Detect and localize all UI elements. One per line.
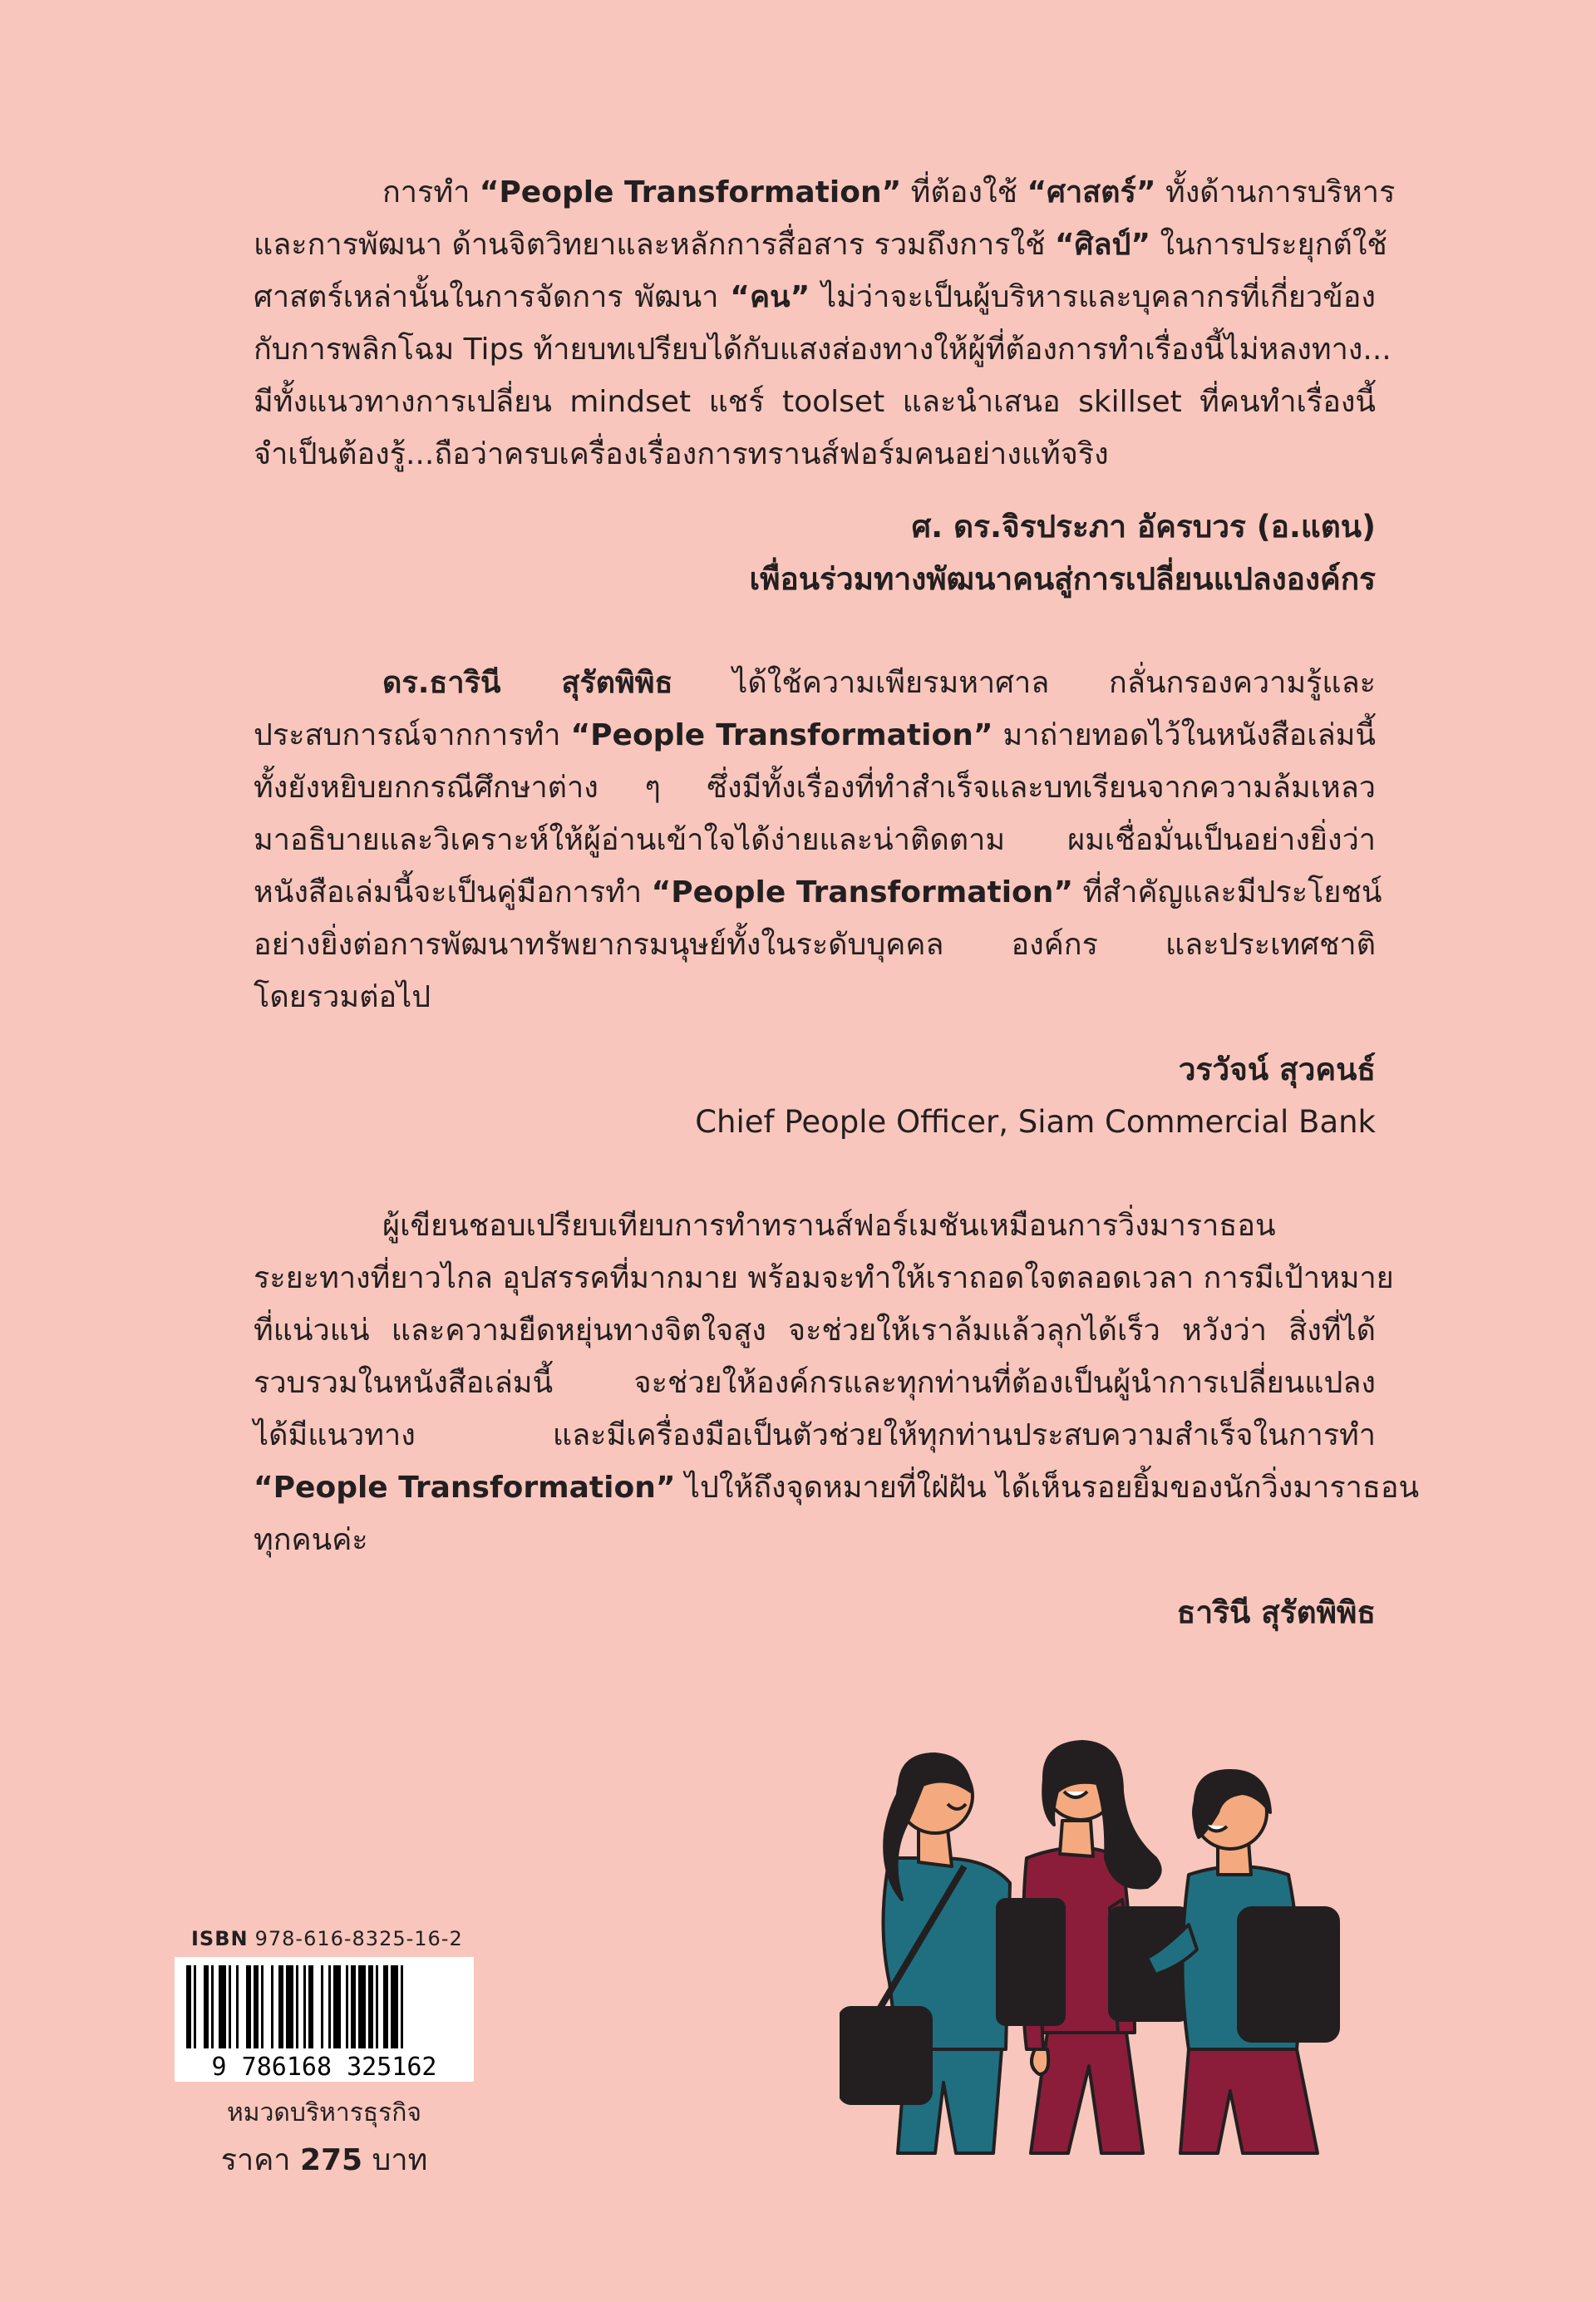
emphasis-text: “ศาสตร์” — [1027, 175, 1156, 209]
barcode-icon — [175, 1957, 474, 2082]
text-run: ได้ใช้ความเพียรมหาศาล กลั่นกรองความรู้และ — [672, 666, 1376, 700]
barcode-bar — [391, 1965, 398, 2048]
barcode-bar — [303, 1965, 306, 2048]
text-run: ไปให้ถึงจุดหมายที่ใฝ่ฝัน ได้เห็นรอยยิ้มของนักวิ่งมาราธอน — [675, 1471, 1420, 1505]
barcode-bar — [219, 1965, 226, 2048]
text-run: มาถ่ายทอดไว้ในหนังสือเล่มนี้ — [993, 718, 1377, 752]
barcode-bar — [351, 1965, 356, 2048]
barcode-bar — [254, 1965, 259, 2048]
isbn-label: ISBN — [191, 1927, 249, 1950]
text-line — [254, 166, 1396, 219]
text-run: ในการประยุกต์ใช้ — [1150, 228, 1387, 262]
text-line: ผู้เขียนชอบเปรียบเทียบการทำทรานส์ฟอร์เมชันเหมือนการวิ่งมาราธอน — [382, 1209, 1276, 1243]
barcode — [175, 1957, 474, 2082]
barcode-bar — [194, 1965, 196, 2048]
text-line — [254, 219, 1387, 271]
barcode-bar — [358, 1965, 366, 2048]
barcode-bar — [229, 1965, 231, 2048]
text-line — [254, 709, 1376, 762]
text-line — [254, 1462, 1420, 1514]
emphasis-text: “People Transformation” — [651, 875, 1074, 909]
text-line: โดยรวมต่อไป — [254, 980, 431, 1014]
endorsement-paragraph-2 — [254, 657, 1382, 1023]
text-line: มาอธิบายและวิเคราะห์ให้ผู้อ่านเข้าใจได้ง่ายและน่าติดตาม ผมเชื่อมั่นเป็นอย่างยิ่งว่า — [254, 823, 1376, 857]
signature-title: Chief People Officer, Siam Commercial Bank — [695, 1104, 1376, 1140]
signature-title: เพื่อนร่วมทางพัฒนาคนสู่การเปลี่ยนแปลงองค์กร — [749, 561, 1376, 597]
text-line: มีทั้งแนวทางการเปลี่ยน mindset แชร์ toolset และนำเสนอ skillset ที่คนทำเรื่องนี้ — [254, 385, 1376, 419]
back-cover-text — [254, 166, 1420, 1639]
emphasis-text: “People Transformation” — [254, 1471, 676, 1505]
barcode-bar — [204, 1965, 209, 2048]
signature-block-2 — [254, 1043, 1376, 1148]
text-line: ระยะทางที่ยาวไกล อุปสรรคที่มากมาย พร้อมจะทำให้เราถอดใจตลอดเวลา การมีเป้าหมาย — [254, 1261, 1394, 1295]
barcode-bar — [296, 1965, 298, 2048]
barcode-bar — [278, 1965, 283, 2048]
signature-name: ธารินี สุรัตพิพิธ — [1176, 1595, 1376, 1630]
barcode-bar — [328, 1965, 331, 2048]
text-line: ทั้งยังหยิบยกกรณีศึกษาต่าง ๆ ซึ่งมีทั้งเรื่องที่ทำสำเร็จและบทเรียนจากความล้มเหลว — [254, 771, 1376, 805]
text-line: รวบรวมในหนังสือเล่มนี้ จะช่วยให้องค์กรและทุกท่านที่ต้องเป็นผู้นำการเปลี่ยนแปลง — [254, 1366, 1376, 1400]
text-line: อย่างยิ่งต่อการพัฒนาทรัพยากรมนุษย์ทั้งในระดับบุคคล องค์กร และประเทศชาติ — [254, 928, 1376, 962]
barcode-bar — [333, 1965, 341, 2048]
barcode-bar — [368, 1965, 373, 2048]
isbn-number: 978-616-8325-16-2 — [254, 1927, 463, 1950]
barcode-bar — [271, 1965, 273, 2048]
text-run: ประสบการณ์จากการทำ — [254, 718, 571, 752]
text-run: และการพัฒนา ด้านจิตวิทยาและหลักการสื่อสาร รวมถึงการใช้ — [254, 228, 1055, 262]
author-paragraph — [254, 1200, 1420, 1566]
price-suffix: บาท — [362, 2143, 428, 2177]
barcode-bar — [186, 1965, 191, 2048]
isbn-label-line — [191, 1927, 474, 1950]
signature-name: ศ. ดร.จิรประภา อัครบวร (อ.แตน) — [911, 509, 1376, 545]
text-run: ที่ต้องใช้ — [901, 175, 1027, 209]
barcode-bar — [308, 1965, 313, 2048]
barcode-bar — [383, 1965, 388, 2048]
barcode-bar — [321, 1965, 323, 2048]
signature-block-3 — [254, 1586, 1376, 1639]
text-line: ทุกคนค่ะ — [254, 1523, 368, 1557]
text-line — [254, 657, 1376, 709]
barcode-bar — [286, 1965, 293, 2048]
text-run: การทำ — [382, 175, 480, 209]
isbn-block — [175, 1927, 474, 2183]
price-amount: 275 — [299, 2143, 363, 2177]
text-line: ได้มีแนวทาง และมีเครื่องมือเป็นตัวช่วยให้ทุกท่านประสบความสำเร็จในการทำ — [254, 1418, 1376, 1452]
emphasis-text: “ศิลป์” — [1054, 228, 1151, 262]
text-run: ไม่ว่าจะเป็นผู้บริหารและบุคลากรที่เกี่ยวข้อง — [810, 280, 1376, 314]
text-line — [254, 271, 1376, 323]
barcode-bar — [236, 1965, 239, 2048]
barcode-digits: 9 786168 325162 — [211, 2053, 437, 2082]
barcode-bar — [211, 1965, 214, 2048]
emphasis-text: “คน” — [730, 280, 810, 314]
signature-name: วรวัจน์ สุวคนธ์ — [1178, 1052, 1376, 1087]
price — [175, 2136, 474, 2183]
emphasis-text: “People Transformation” — [570, 718, 993, 752]
book-category: หมวดบริหารธุรกิจ — [227, 2098, 421, 2127]
endorsement-paragraph-1 — [254, 166, 1396, 481]
text-run: ศาสตร์เหล่านั้นในการจัดการ พัฒนา — [254, 280, 731, 314]
text-line: จำเป็นต้องรู้...ถือว่าครบเครื่องเรื่องการทรานส์ฟอร์มคนอย่างแท้จริง — [254, 437, 1109, 471]
text-line — [254, 866, 1382, 919]
barcode-bar — [376, 1965, 378, 2048]
barcode-bar — [346, 1965, 348, 2048]
author-name-text: ดร.ธารินี สุรัตพิพิธ — [382, 666, 673, 700]
signature-block-1 — [254, 500, 1376, 605]
barcode-bar — [261, 1965, 264, 2048]
text-run: ที่สำคัญและมีประโยชน์ — [1073, 875, 1382, 909]
emphasis-text: “People Transformation” — [479, 175, 902, 209]
text-line: ที่แน่วแน่ และความยืดหยุ่นทางจิตใจสูง จะช่วยให้เราล้มแล้วลุกได้เร็ว หวังว่า สิ่งที่ได้ — [254, 1314, 1376, 1348]
barcode-bar — [246, 1965, 251, 2048]
text-run: หนังสือเล่มนี้จะเป็นคู่มือการทำ — [254, 875, 652, 909]
text-run: ทั้งด้านการบริหาร — [1155, 175, 1396, 209]
students-illustration-icon — [840, 1733, 1355, 2166]
price-prefix: ราคา — [220, 2143, 300, 2177]
barcode-bar — [401, 1965, 403, 2048]
three-students-backpacks-illustration — [840, 1733, 1355, 2169]
text-line: กับการพลิกโฉม Tips ท้ายบทเปรียบได้กับแสงส่องทางให้ผู้ที่ต้องการทำเรื่องนี้ไม่หลงทาง... — [254, 333, 1392, 367]
